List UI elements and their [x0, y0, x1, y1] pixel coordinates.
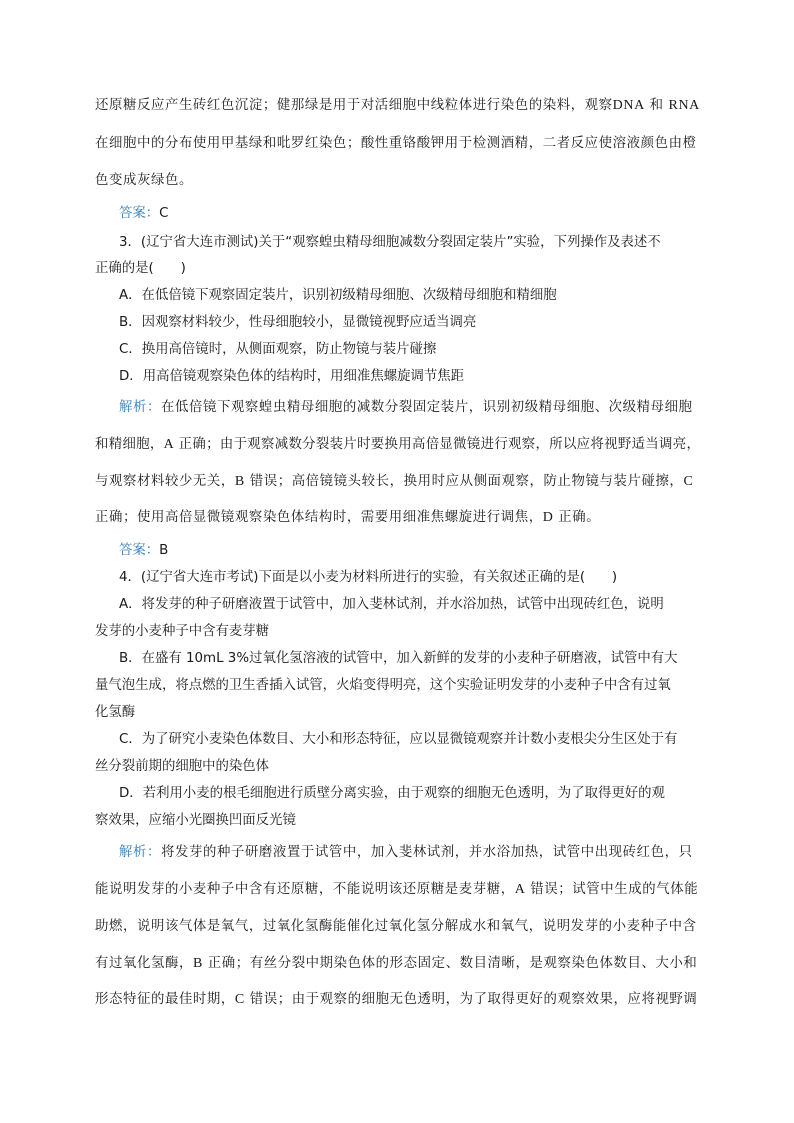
analysis-label: 解析：	[119, 845, 161, 860]
q4-option-b-line-3: 化氢酶	[95, 705, 136, 720]
q4-option-d-line-2: 察效果，应缩小光圈换凹面反光镜	[95, 813, 296, 828]
q3-option-d: D．用高倍镜观察染色体的结构时，用细准焦螺旋调节焦距	[119, 369, 465, 384]
q3-analysis-line-4	[95, 509, 600, 527]
q4-analysis-line-1	[119, 844, 693, 862]
text-segment: 还原糖反应产生砖红色沉淀；健那绿是用于对活细胞中线粒体进行染色的染料，观察	[95, 98, 613, 113]
answer-value: B	[159, 543, 169, 558]
text-segment: 正确。	[558, 510, 601, 525]
q4-analysis-line-5	[95, 991, 697, 1009]
text-segment: RNA	[668, 98, 700, 113]
q3-analysis-line-3	[95, 473, 693, 491]
answer-value: C	[159, 206, 169, 221]
q4-stem: 4．(辽宁省大连市考试)下面是以小麦为材料所进行的实验，有关叙述正确的是( )	[119, 570, 618, 585]
text-segment: 错误；高倍镜镜头较长，换用时应从侧面观察，防止物镜与装片碰擦，	[249, 474, 684, 489]
q4-analysis-line-4	[95, 955, 697, 973]
text-segment: C	[234, 992, 245, 1007]
text-segment: 错误；试管中生成的气体能	[530, 882, 699, 897]
q4-option-a-line-1: A．将发芽的种子研磨液置于试管中，加入斐林试剂，并水浴加热，试管中出现砖红色，说明	[119, 597, 664, 612]
text-segment: DNA	[612, 98, 645, 113]
q4-analysis-line-2	[95, 881, 698, 899]
text-segment: 错误；由于观察的细胞无色透明，为了取得更好的观察效果，应将视野调	[249, 992, 698, 1007]
q3-stem-line-1: 3．(辽宁省大连市测试)关于“观察蝗虫精母细胞减数分裂固定装片”实验，下列操作及表述不	[119, 235, 661, 250]
q3-analysis-line-2	[95, 436, 700, 454]
text-segment: C	[683, 474, 694, 489]
q3-option-a: A．在低倍镜下观察固定装片，识别初级精母细胞、次级精母细胞和精细胞	[119, 288, 557, 303]
q3-stem-line-2: 正确的是( )	[95, 261, 186, 276]
text-segment: A	[163, 437, 175, 452]
text-segment: 和精细胞，	[95, 437, 164, 452]
analysis-label: 解析：	[119, 400, 161, 415]
q4-option-c-line-2: 丝分裂前期的细胞中的染色体	[95, 759, 270, 774]
q4-option-c-line-1: C．为了研究小麦染色体数目、大小和形态特征，应以显微镜观察并计数小麦根尖分生区处于有	[119, 732, 678, 747]
text-segment: 与观察材料较少无关，	[95, 474, 235, 489]
text-segment: 有过氧化氢酶，	[95, 956, 193, 971]
text-segment: 和	[649, 98, 664, 113]
text-segment: B	[234, 474, 245, 489]
answer-label: 答案：	[119, 206, 160, 221]
q2-answer	[119, 205, 169, 223]
text-segment: 在低倍镜下观察蝗虫精母细胞的减数分裂固定装片，识别初级精母细胞、次级精母细胞	[160, 400, 693, 415]
q4-option-d-line-1: D．若利用小麦的根毛细胞进行质壁分离实验，由于观察的细胞无色透明，为了取得更好的观	[119, 786, 665, 801]
text-segment: D	[542, 510, 554, 525]
prev-explanation-line-1	[95, 97, 700, 115]
answer-label: 答案：	[119, 543, 160, 558]
text-segment: B	[192, 956, 203, 971]
text-segment: 正确；使用高倍显微镜观察染色体结构时，需要用细准焦螺旋进行调焦，	[95, 510, 543, 525]
q3-option-b: B．因观察材料较少，性母细胞较小，显微镜视野应适当调亮	[119, 315, 477, 330]
prev-explanation-line-3: 色变成灰绿色。	[95, 173, 193, 188]
text-segment: 正确；有丝分裂中期染色体的形态固定、数目清晰，是观察染色体数目、大小和	[207, 956, 698, 971]
q4-option-a-line-2: 发芽的小麦种子中含有麦芽糖	[95, 624, 270, 639]
text-segment: A	[514, 882, 526, 897]
q4-option-b-line-2: 量气泡生成，将点燃的卫生香插入试管，火焰变得明亮，这个实验证明发芽的小麦种子中含有过氧	[95, 678, 671, 693]
text-segment: 将发芽的种子研磨液置于试管中，加入斐林试剂，并水浴加热，试管中出现砖红色，只	[160, 845, 693, 860]
q3-answer	[119, 542, 168, 560]
prev-explanation-line-2: 在细胞中的分布使用甲基绿和吡罗红染色；酸性重铬酸钾用于检测酒精，二者反应使溶液颜色由橙	[95, 136, 697, 151]
text-segment: 能说明发芽的小麦种子中含有还原糖，不能说明该还原糖是麦芽糖，	[95, 882, 515, 897]
q3-analysis-line-1	[119, 399, 693, 417]
q4-analysis-line-3: 助燃，说明该气体是氧气，过氧化氢酶能催化过氧化氢分解成水和氧气，说明发芽的小麦种子中含	[95, 919, 697, 934]
text-segment: 正确；由于观察减数分裂装片时要换用高倍显微镜进行观察，所以应将视野适当调亮，	[178, 437, 701, 452]
q3-option-c: C．换用高倍镜时，从侧面观察，防止物镜与装片碰擦	[119, 342, 437, 357]
text-segment: 形态特征的最佳时期，	[95, 992, 235, 1007]
q4-option-b-line-1: B．在盛有 10mL 3%过氧化氢溶液的试管中，加入新鲜的发芽的小麦种子研磨液，试管中有大	[119, 651, 678, 666]
